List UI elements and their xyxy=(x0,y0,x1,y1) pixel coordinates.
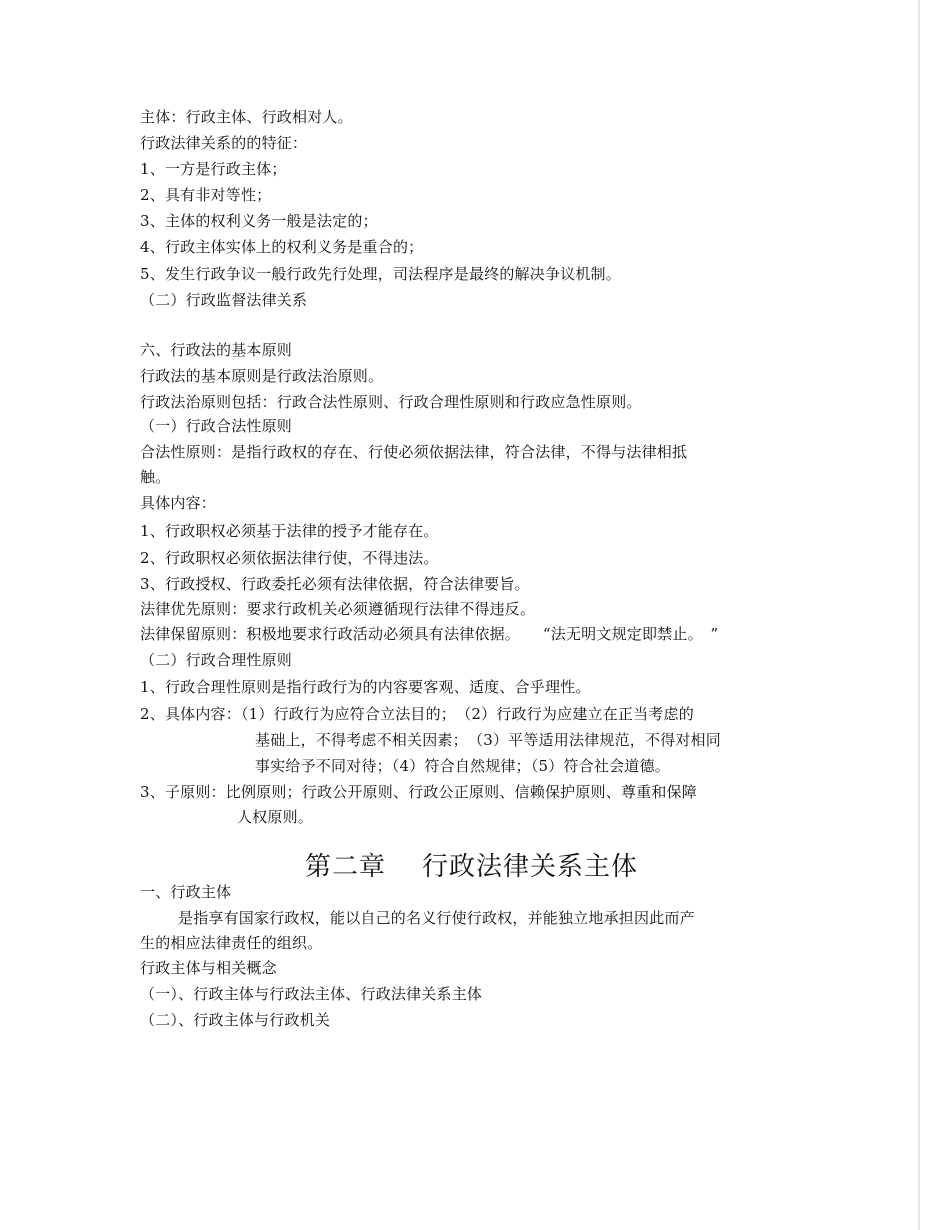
list-item: 1、行政职权必须基于法律的授予才能存在。 xyxy=(140,522,439,540)
chapter-heading xyxy=(305,851,638,883)
text-line: 触。 xyxy=(140,468,171,486)
section-heading: （二）行政合理性原则 xyxy=(140,651,293,669)
text-line: 行政法的基本原则是行政法治原则。 xyxy=(140,367,384,385)
list-item: 3、行政授权、行政委托必须有法律依据，符合法律要旨。 xyxy=(140,575,530,593)
paragraph-line: 是指享有国家行政权，能以自己的名义行使行政权，并能独立地承担因此而产 xyxy=(178,909,695,927)
list-item-continuation: 人权原则。 xyxy=(237,808,314,826)
section-heading: （二）、行政主体与行政机关 xyxy=(140,1011,331,1029)
section-heading: （二）行政监督法律关系 xyxy=(140,291,308,309)
chapter-number: 第二章 xyxy=(305,852,387,882)
text-line: 法律保留原则：积极地要求行政活动必须具有法律依据。 “法无明文规定即禁止。 ” xyxy=(140,625,719,643)
list-item: 2、具体内容：（1）行政行为应符合立法目的； （2）行政行为应建立在正当考虑的 xyxy=(140,705,694,723)
list-item: 1、行政合理性原则是指行政行为的内容要客观、适度、合乎理性。 xyxy=(140,678,591,696)
list-item-continuation: 基础上，不得考虑不相关因素； （3）平等适用法律规范，不得对相同 xyxy=(255,731,721,749)
text-line: 合法性原则：是指行政权的存在、行使必须依据法律，符合法律，不得与法律相抵 xyxy=(140,443,688,461)
section-heading: （一）行政合法性原则 xyxy=(140,417,293,435)
list-item: 1、一方是行政主体； xyxy=(140,160,287,178)
list-item: 2、具有非对等性； xyxy=(140,186,272,204)
section-heading: 一、行政主体 xyxy=(140,883,232,901)
text-line: 具体内容： xyxy=(140,494,217,512)
list-item: 5、发生行政争议一般行政先行处理，司法程序是最终的解决争议机制。 xyxy=(140,265,621,283)
list-item: 3、主体的权利义务一般是法定的； xyxy=(140,212,378,230)
list-item: 2、行政职权必须依据法律行使，不得违法。 xyxy=(140,549,439,567)
text-line: 主体：行政主体、行政相对人。 xyxy=(140,108,353,126)
section-heading: 六、行政法的基本原则 xyxy=(140,341,293,359)
section-heading: （一）、行政主体与行政法主体、行政法律关系主体 xyxy=(140,985,483,1003)
text-line: 行政法治原则包括：行政合法性原则、行政合理性原则和行政应急性原则。 xyxy=(140,393,642,411)
text-line: 行政法律关系的的特征： xyxy=(140,134,308,152)
list-item: 4、行政主体实体上的权利义务是重合的； xyxy=(140,238,424,256)
text-line: 行政主体与相关概念 xyxy=(140,959,277,977)
text-line: 法律优先原则：要求行政机关必须遵循现行法律不得违反。 xyxy=(140,600,536,618)
chapter-title: 行政法律关系主体 xyxy=(422,852,639,882)
list-item-continuation: 事实给予不同对待；（4）符合自然规律；（5）符合社会道德。 xyxy=(255,757,670,775)
list-item: 3、子原则：比例原则；行政公开原则、行政公正原则、信赖保护原则、尊重和保障 xyxy=(140,783,697,801)
paragraph-line: 生的相应法律责任的组织。 xyxy=(140,934,323,952)
